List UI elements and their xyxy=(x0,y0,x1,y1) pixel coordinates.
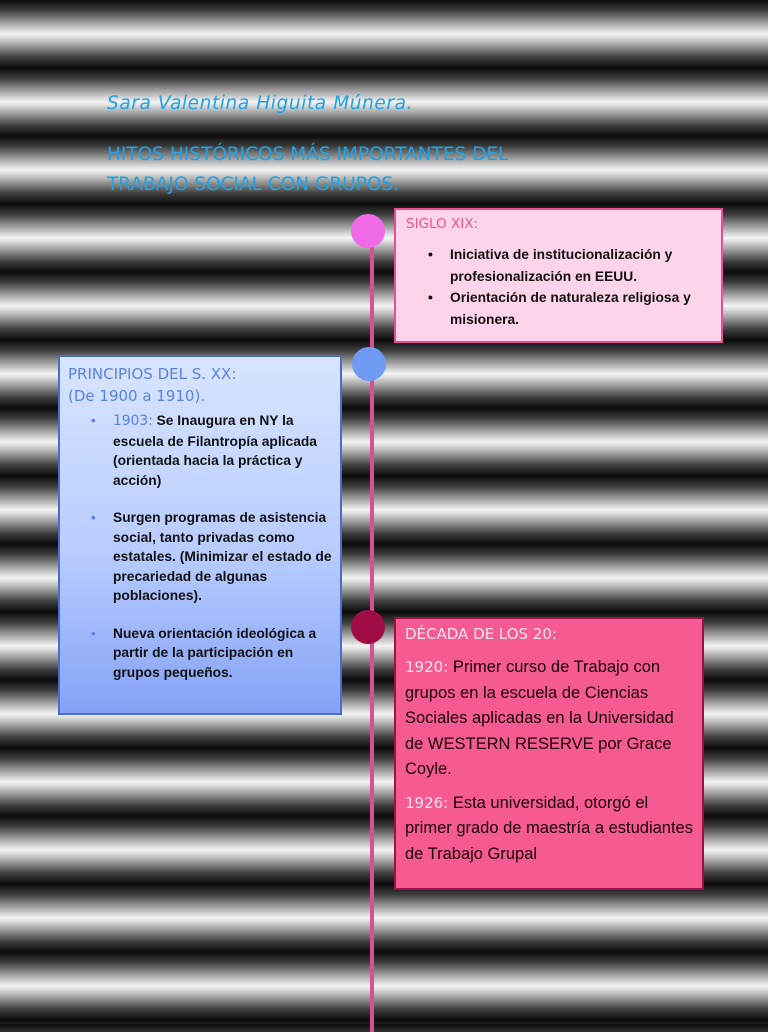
timeline-dot-principios-xx xyxy=(352,347,386,381)
entry-year: 1920: xyxy=(405,658,449,676)
list-item xyxy=(68,508,332,606)
item-text: Surgen programas de asistencia social, tanto privadas como estatales. (Minimizar el estado de precariedad de algunas poblaciones). xyxy=(113,510,332,603)
card-siglo-xix xyxy=(394,208,723,343)
entry-year: 1926: xyxy=(405,793,449,812)
entry-text: Esta universidad, otorgó el primer grado de maestría a estudiantes de Trabajo Grupal xyxy=(405,793,693,863)
document-title xyxy=(107,140,587,200)
card-principios-xx-heading xyxy=(68,363,332,407)
author-name: Sara Valentina Higuita Múnera. xyxy=(107,93,414,114)
card-decada-20 xyxy=(394,617,704,890)
list-item: • Iniciativa de institucionalización y profesionalización en EEUU. xyxy=(406,244,711,287)
card-siglo-xix-list xyxy=(406,244,711,330)
card-siglo-xix-heading: SIGLO XIX: xyxy=(406,216,478,232)
title-line-1: HITOS HISTÓRICOS MÁS IMPORTANTES DEL xyxy=(107,144,509,165)
item-text: Nueva orientación ideológica a partir de la participación en grupos pequeños. xyxy=(113,625,317,680)
entry-1920 xyxy=(405,655,693,783)
item-year: 1903: xyxy=(113,413,153,429)
entry-1926 xyxy=(405,791,693,868)
item-text: Se Inaugura en NY la escuela de Filantropía aplicada (orientada hacia la práctica y acción) xyxy=(113,413,317,488)
card-decada-20-heading: DÉCADA DE LOS 20: xyxy=(405,625,557,643)
list-item xyxy=(68,411,332,490)
card-principios-xx-list xyxy=(68,411,332,682)
card-principios-xx xyxy=(58,355,342,715)
entry-text: Primer curso de Trabajo con grupos en la escuela de Ciencias Sociales aplicadas en la Universidad de WESTERN RESERVE por Grace Coyle. xyxy=(405,658,674,778)
heading-line-2: (De 1900 a 1910). xyxy=(68,387,206,405)
timeline-dot-siglo-xix xyxy=(351,214,385,248)
title-line-2: TRABAJO SOCIAL CON GRUPOS. xyxy=(107,174,400,195)
heading-line-1: PRINCIPIOS DEL S. XX: xyxy=(68,365,237,383)
timeline-dot-decada-20 xyxy=(351,610,385,644)
list-item: • Orientación de naturaleza religiosa y misionera. xyxy=(406,287,711,330)
list-item xyxy=(68,624,332,683)
